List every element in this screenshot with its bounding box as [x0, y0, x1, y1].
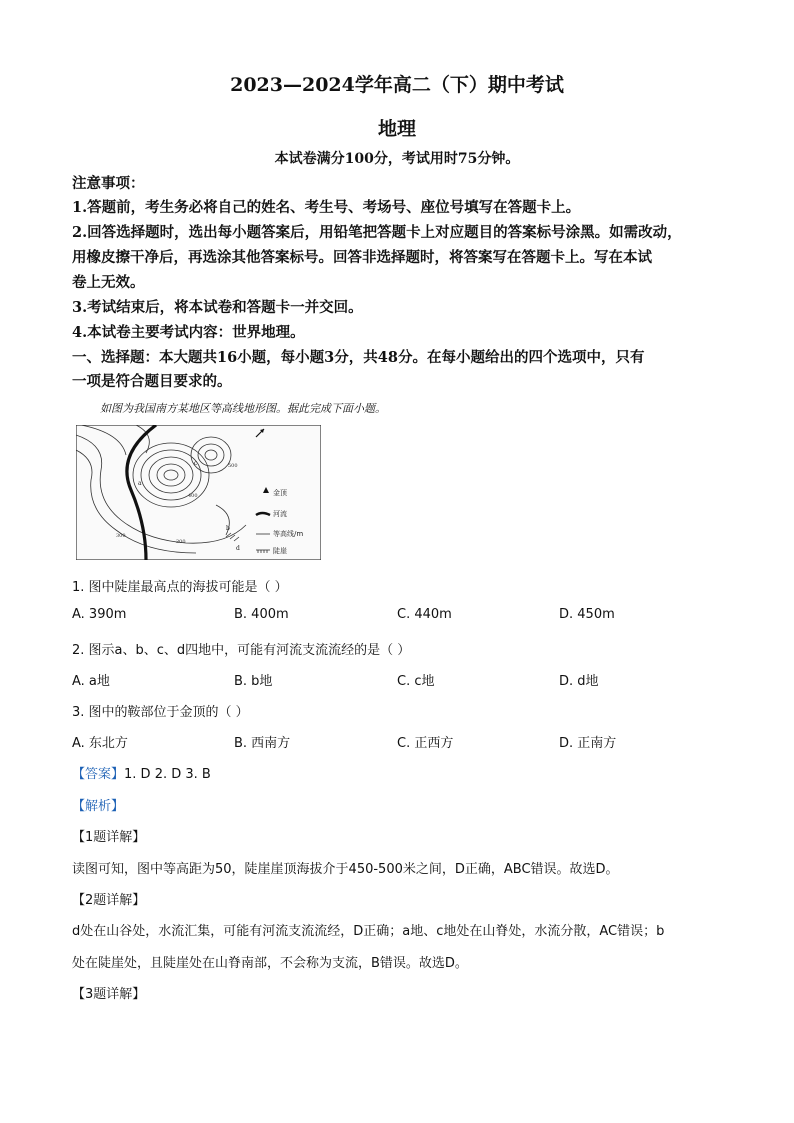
contour-map-figure	[76, 425, 321, 560]
legend-contour: 等高线/m	[273, 530, 304, 538]
question-3-option-b: B. 西南方	[234, 736, 291, 751]
question-3-option-a: A. 东北方	[72, 736, 128, 751]
note-2-line-3: 卷上无效。	[72, 274, 145, 291]
q1-detail-tag: 【1题详解】	[72, 830, 146, 845]
q2-detail-text-line-1: d处在山谷处，水流汇集，可能有河流支流流经，D正确；a地、c地处在山脊处，水流分散，AC错误；b	[72, 924, 665, 939]
question-1-stem: 1. 图中陡崖最高点的海拔可能是（ ）	[72, 580, 288, 595]
question-3-stem: 3. 图中的鞍部位于金顶的（ ）	[72, 705, 249, 720]
score-note: 本试卷满分100分，考试用时75分钟。	[274, 151, 520, 167]
question-1-option-b: B. 400m	[234, 607, 289, 622]
exam-title: 2023—2024学年高二（下）期中考试	[230, 74, 564, 96]
answer-tag: 【答案】	[72, 767, 125, 782]
question-3-option-d: D. 正南方	[559, 736, 617, 751]
question-2-option-a: A. a地	[72, 674, 110, 689]
q2-detail-tag: 【2题详解】	[72, 893, 146, 908]
q2-detail-text-line-2: 处在陡崖处，且陡崖处在山脊南部，不会称为支流，B错误。故选D。	[72, 956, 468, 971]
point-label-a: a	[138, 480, 142, 487]
notes-heading: 注意事项：	[72, 175, 145, 192]
legend-cliff: 陡崖	[273, 547, 287, 555]
question-2-option-d: D. d地	[559, 674, 599, 689]
question-2-option-b: B. b地	[234, 674, 273, 689]
question-2-option-c: C. c地	[397, 674, 435, 689]
note-3: 3.考试结束后，将本试卷和答题卡一并交回。	[72, 299, 363, 316]
question-2-stem: 2. 图示a、b、c、d四地中，可能有河流支流流经的是（ ）	[72, 643, 411, 658]
point-label-d: d	[236, 545, 240, 552]
legend-summit: 金顶	[273, 489, 287, 497]
question-1-option-c: C. 440m	[397, 607, 452, 622]
point-label-c: c	[194, 460, 198, 467]
note-2-line-1: 2.回答选择题时，选出每小题答案后，用铅笔把答题卡上对应题目的答案标号涂黑。如需改动，	[72, 224, 682, 241]
note-4: 4.本试卷主要考试内容：世界地理。	[72, 324, 305, 341]
answer-line	[72, 763, 211, 782]
point-label-b: b	[226, 525, 230, 532]
contour-label: 300	[176, 539, 186, 545]
note-1: 1.答题前，考生务必将自己的姓名、考生号、考场号、座位号填写在答题卡上。	[72, 199, 581, 216]
q3-detail-tag: 【3题详解】	[72, 987, 146, 1002]
section-heading-line-2: 一项是符合题目要求的。	[72, 373, 232, 390]
contour-label: 500	[228, 463, 238, 469]
contour-label: 300	[116, 533, 126, 539]
analysis-tag: 【解析】	[72, 799, 125, 814]
contour-label: 400	[188, 493, 198, 499]
legend-river: 河流	[273, 510, 287, 518]
note-2-line-2: 用橡皮擦干净后，再选涂其他答案标号。回答非选择题时，将答案写在答题卡上。写在本试	[72, 249, 652, 266]
answer-values: 1. D 2. D 3. B	[124, 767, 211, 782]
q1-detail-text: 读图可知，图中等高距为50，陡崖崖顶海拔介于450-500米之间，D正确，ABC错误。故选D。	[72, 862, 619, 877]
question-1-option-d: D. 450m	[559, 607, 615, 622]
subject-title: 地理	[377, 118, 416, 140]
question-3-option-c: C. 正西方	[397, 736, 454, 751]
section-heading-line-1: 一、选择题：本大题共16小题，每小题3分，共48分。在每小题给出的四个选项中，只有	[72, 349, 645, 366]
question-1-option-a: A. 390m	[72, 607, 127, 622]
question-intro: 如图为我国南方某地区等高线地形图。据此完成下面小题。	[100, 402, 386, 415]
